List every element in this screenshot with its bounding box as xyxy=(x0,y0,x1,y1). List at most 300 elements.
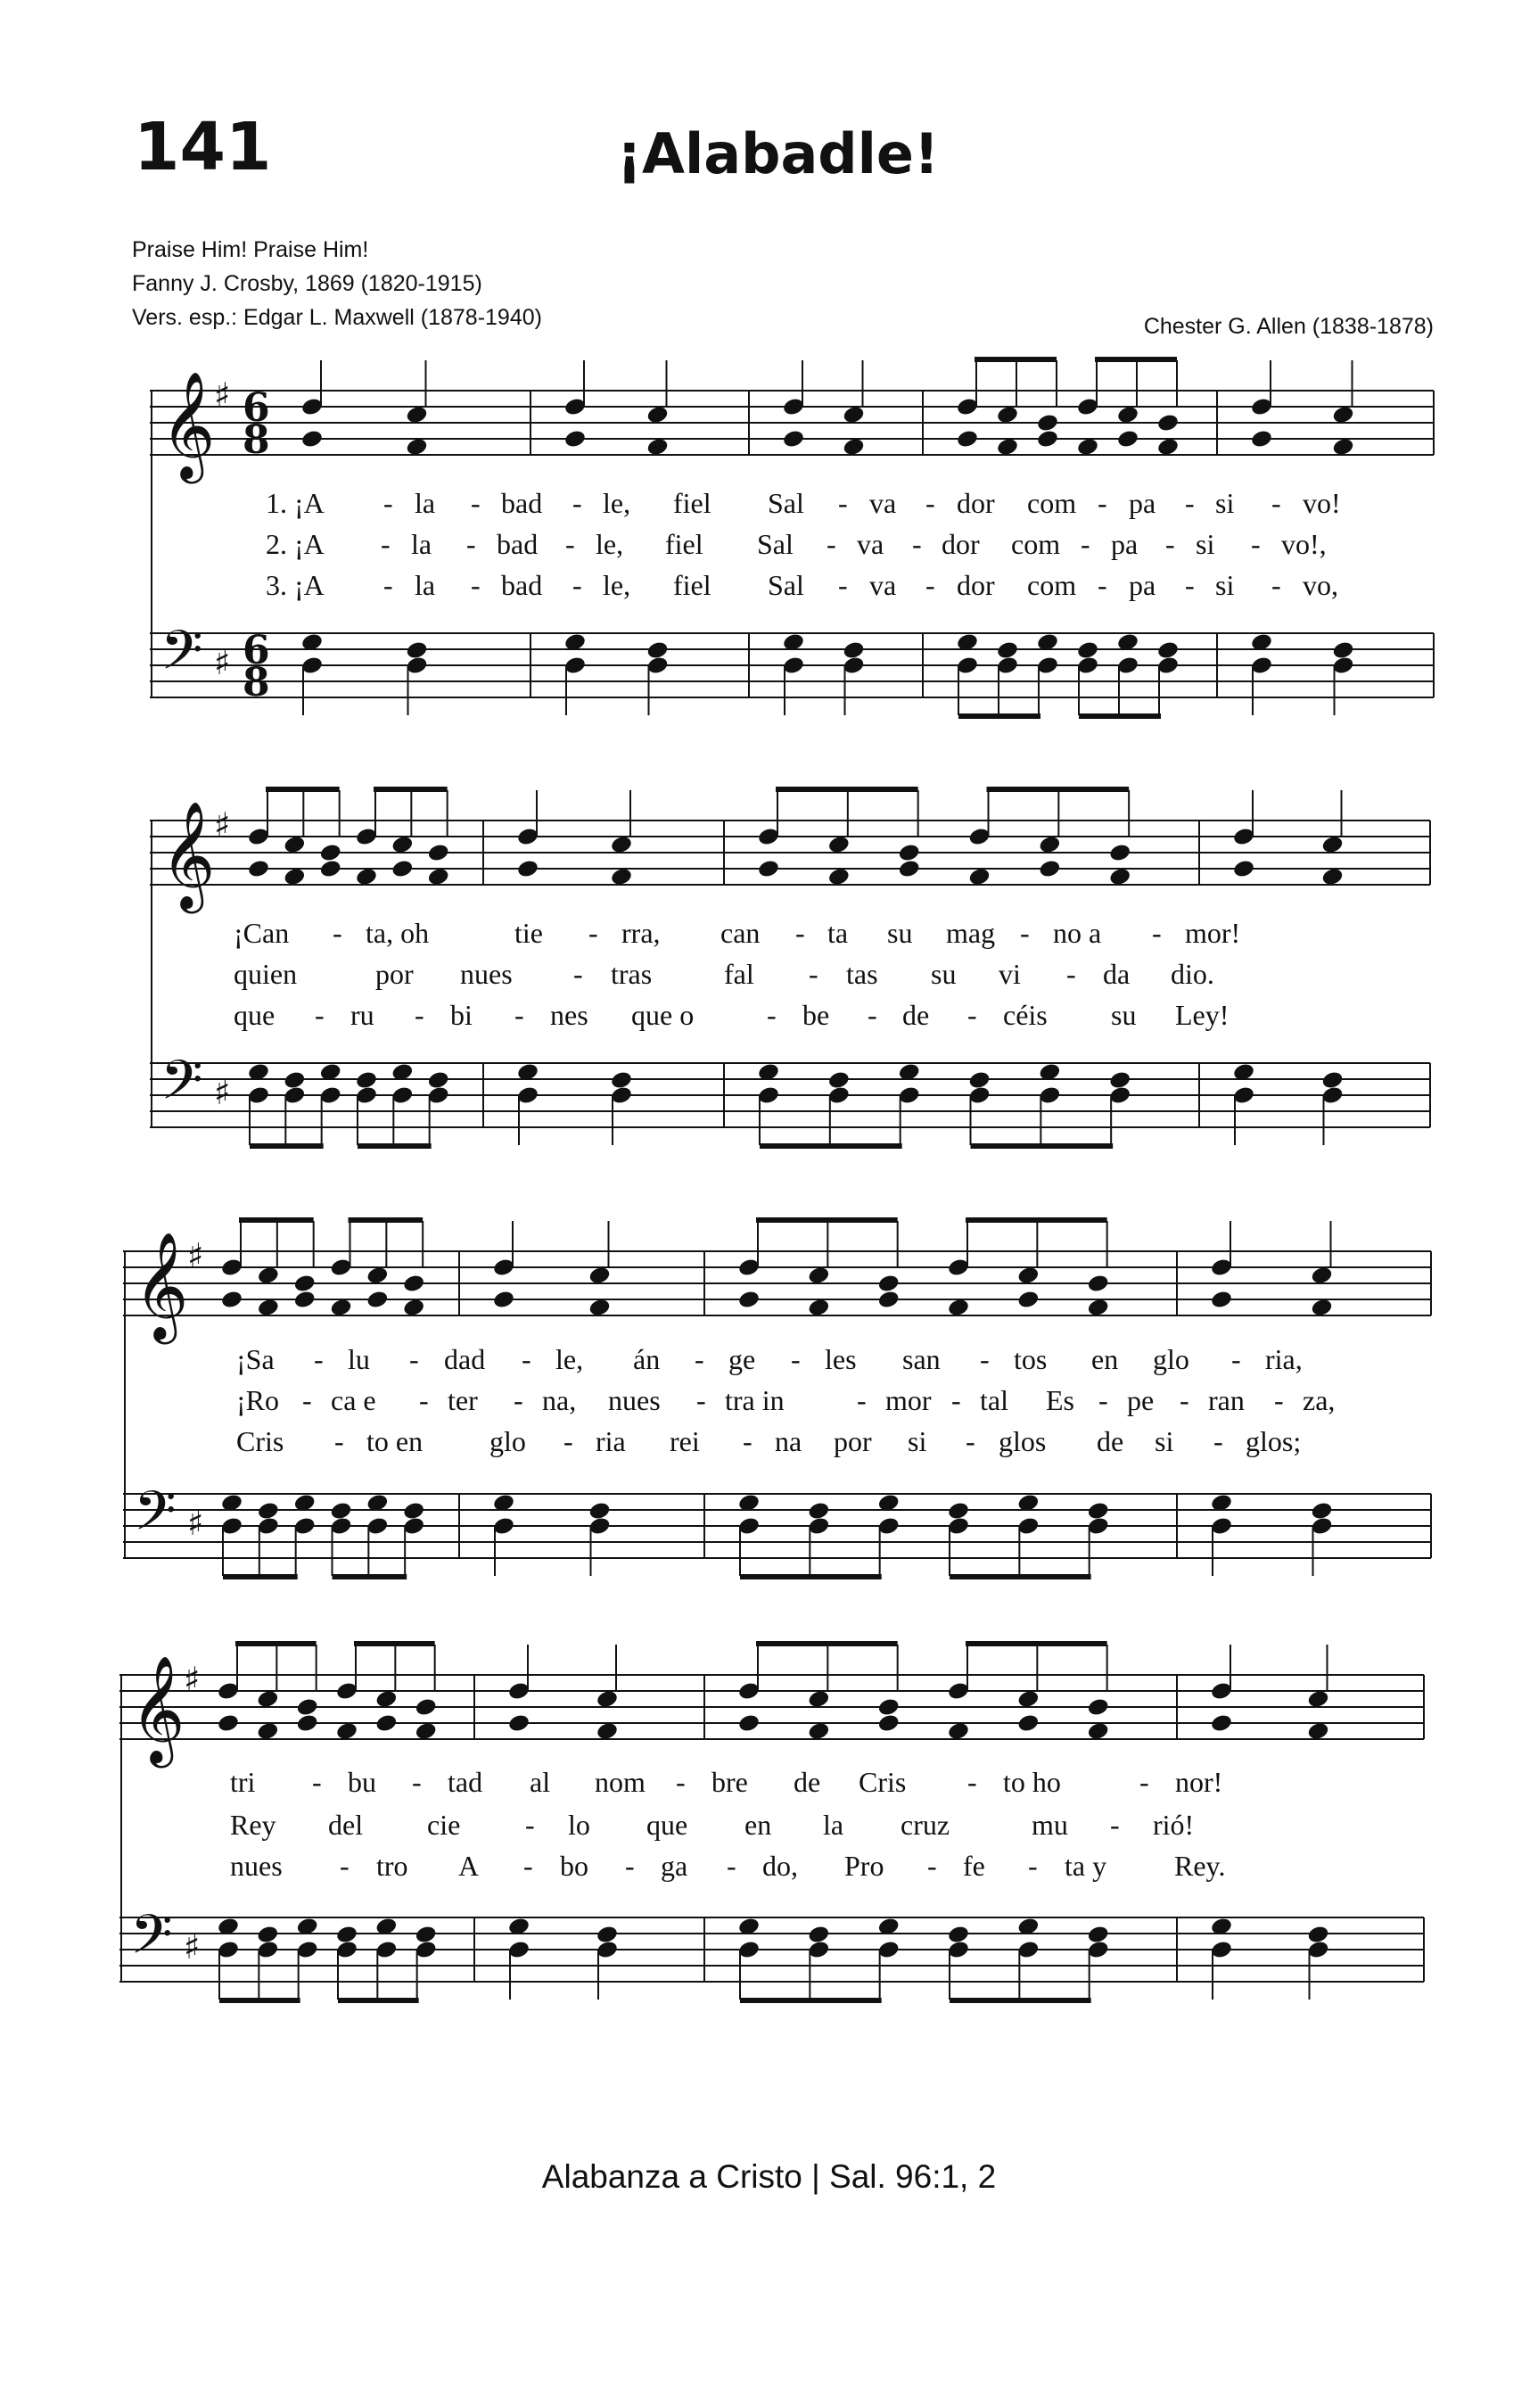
lyric-syllable: to ho xyxy=(1003,1766,1061,1798)
lyric-syllable: si xyxy=(908,1425,927,1457)
treble-clef-icon: 𝄞 xyxy=(160,800,216,909)
notehead xyxy=(492,1290,515,1310)
lyric-syllable: la xyxy=(415,569,436,601)
lyric-hyphen: - xyxy=(1251,528,1261,560)
notehead xyxy=(1087,1274,1110,1294)
lyric-syllable: ria xyxy=(596,1425,626,1457)
beam xyxy=(266,787,340,792)
notehead xyxy=(220,1290,243,1310)
lyric-syllable: bad xyxy=(501,569,543,601)
notehead xyxy=(898,843,921,863)
lyric-syllable: dor xyxy=(957,487,995,519)
notehead xyxy=(366,1266,389,1286)
notehead xyxy=(374,1713,398,1734)
lyric-syllable: vo! xyxy=(1303,487,1341,519)
notehead xyxy=(300,429,324,449)
lyric-hyphen: - xyxy=(1020,917,1030,949)
treble-staff xyxy=(150,370,1434,483)
notehead xyxy=(427,1070,450,1091)
lyric-hyphen: - xyxy=(727,1850,736,1882)
notehead xyxy=(1016,1290,1040,1310)
bass-clef-icon: 𝄢 xyxy=(134,1480,177,1556)
lyric-syllable: bre xyxy=(711,1766,748,1798)
lyric-hyphen: - xyxy=(315,999,325,1031)
beam xyxy=(958,713,1040,719)
notehead xyxy=(1016,1713,1040,1734)
lyric-hyphen: - xyxy=(966,1425,975,1457)
beam xyxy=(338,1998,419,2003)
lyric-syllable: san xyxy=(902,1343,941,1375)
treble-staff xyxy=(119,1654,1424,1768)
lyric-hyphen: - xyxy=(471,487,481,519)
notehead xyxy=(402,1274,425,1294)
lyric-syllable: vo!, xyxy=(1281,528,1327,560)
notehead xyxy=(807,1689,830,1710)
lyric-syllable: com xyxy=(1027,569,1077,601)
lyric-syllable: 2. ¡A xyxy=(266,528,325,560)
lyric-syllable: bi xyxy=(450,999,473,1031)
notehead xyxy=(827,867,851,887)
lyric-hyphen: - xyxy=(838,569,848,601)
lyric-hyphen: - xyxy=(925,569,935,601)
lyric-hyphen: - xyxy=(466,528,476,560)
lyric-syllable: fe xyxy=(963,1850,985,1882)
lyric-syllable: ta xyxy=(827,917,849,949)
notehead xyxy=(967,867,991,887)
beam xyxy=(966,1641,1107,1646)
lyric-syllable: Rey. xyxy=(1174,1850,1226,1882)
lyric-hyphen: - xyxy=(791,1343,801,1375)
lyric-syllable: de xyxy=(1097,1425,1124,1457)
notehead xyxy=(807,1721,830,1742)
lyric-syllable: Cris xyxy=(236,1425,284,1457)
notehead xyxy=(1076,640,1099,661)
sharp-key-signature-icon: ♯ xyxy=(214,805,231,845)
notehead xyxy=(391,859,414,879)
lyric-syllable: na xyxy=(775,1425,802,1457)
notehead xyxy=(1306,1925,1329,1945)
notehead xyxy=(1320,1070,1344,1091)
beam xyxy=(1079,713,1161,719)
bass-clef-icon: 𝄢 xyxy=(160,619,203,696)
notehead xyxy=(283,835,306,855)
notehead xyxy=(947,1925,970,1945)
lyric-syllable: rei xyxy=(670,1425,700,1457)
lyric-syllable: ran xyxy=(1208,1384,1245,1416)
lyric-hyphen: - xyxy=(1231,1343,1241,1375)
lyric-syllable: céis xyxy=(1003,999,1048,1031)
lyric-syllable: nues xyxy=(608,1384,661,1416)
lyric-syllable: bu xyxy=(348,1766,376,1798)
lyric-syllable: le, xyxy=(603,569,631,601)
lyric-syllable: tal xyxy=(980,1384,1008,1416)
notehead xyxy=(596,1721,619,1742)
lyric-syllable: que xyxy=(646,1809,688,1841)
notehead xyxy=(296,1697,319,1718)
notehead xyxy=(1087,1501,1110,1521)
lyric-hyphen: - xyxy=(676,1766,686,1798)
lyric-syllable: va xyxy=(857,528,884,560)
lyric-syllable: bo xyxy=(560,1850,588,1882)
notehead xyxy=(588,1266,611,1286)
notehead xyxy=(415,1925,438,1945)
lyric-syllable: ¡Can xyxy=(234,917,290,949)
lyric-syllable: 3. ¡A xyxy=(266,569,325,601)
beam xyxy=(740,1998,882,2003)
notehead xyxy=(329,1501,352,1521)
notehead xyxy=(737,1290,761,1310)
notehead xyxy=(1331,437,1354,458)
lyric-syllable: pe xyxy=(1127,1384,1155,1416)
notehead xyxy=(257,1298,280,1318)
lyric-syllable: bad xyxy=(497,528,539,560)
lyric-syllable: nes xyxy=(550,999,588,1031)
notehead xyxy=(1306,1689,1329,1710)
lyric-hyphen: - xyxy=(334,1425,344,1457)
lyric-hyphen: - xyxy=(572,569,582,601)
notehead xyxy=(293,1290,317,1310)
notehead xyxy=(842,437,865,458)
lyric-syllable: ria, xyxy=(1265,1343,1303,1375)
lyric-syllable: Es xyxy=(1046,1384,1074,1416)
lyric-syllable: to en xyxy=(366,1425,424,1457)
notehead xyxy=(1250,429,1273,449)
lyric-hyphen: - xyxy=(563,1425,573,1457)
treble-clef-icon: 𝄞 xyxy=(160,370,216,479)
lyric-syllable: dio. xyxy=(1171,958,1214,990)
lyric-syllable: rra, xyxy=(621,917,661,949)
system-2 xyxy=(150,787,1430,1149)
lyric-hyphen: - xyxy=(523,1850,533,1882)
lyric-syllable: le, xyxy=(596,528,624,560)
lyric-syllable: do, xyxy=(762,1850,798,1882)
lyric-syllable: en xyxy=(1091,1343,1119,1375)
lyric-syllable: si xyxy=(1215,487,1235,519)
lyric-syllable: nor! xyxy=(1175,1766,1223,1798)
lyric-hyphen: - xyxy=(767,999,777,1031)
beam xyxy=(1095,357,1177,362)
lyric-hyphen: - xyxy=(1271,569,1281,601)
lyric-hyphen: - xyxy=(312,1766,322,1798)
lyric-hyphen: - xyxy=(695,1343,704,1375)
lyric-syllable: ru xyxy=(350,999,374,1031)
notehead xyxy=(283,867,306,887)
lyric-hyphen: - xyxy=(588,917,598,949)
beam xyxy=(966,1217,1107,1223)
lyric-syllable: ¡Ro xyxy=(236,1384,279,1416)
notehead xyxy=(256,1925,279,1945)
lyric-hyphen: - xyxy=(514,1384,523,1416)
footer-reference: Alabanza a Cristo | Sal. 96:1, 2 xyxy=(541,2158,997,2195)
lyric-syllable: su xyxy=(887,917,913,949)
beam xyxy=(223,1574,298,1579)
lyric-syllable: le, xyxy=(603,487,631,519)
notehead xyxy=(415,1697,438,1718)
notehead xyxy=(1038,835,1061,855)
author-credit: Fanny J. Crosby, 1869 (1820-1915) xyxy=(132,271,482,296)
notehead xyxy=(405,437,428,458)
notehead xyxy=(256,1689,279,1710)
lyric-hyphen: - xyxy=(525,1809,535,1841)
lyric-hyphen: - xyxy=(809,958,818,990)
lyric-syllable: glo xyxy=(489,1425,526,1457)
lyric-hyphen: - xyxy=(409,1343,419,1375)
lyric-syllable: ca e xyxy=(331,1384,376,1416)
lyric-syllable: Pro xyxy=(844,1850,884,1882)
lyric-syllable: Sal xyxy=(768,487,804,519)
beam xyxy=(239,1217,314,1223)
treble-clef-icon: 𝄞 xyxy=(134,1231,189,1340)
lyric-syllable: nues xyxy=(230,1850,283,1882)
lyric-syllable: vi xyxy=(999,958,1021,990)
sharp-key-signature-icon: ♯ xyxy=(214,643,231,682)
lyric-syllable: nom xyxy=(595,1766,646,1798)
lyric-syllable: can xyxy=(720,917,761,949)
notehead xyxy=(402,1501,425,1521)
notehead xyxy=(947,1721,970,1742)
lyric-syllable: ge xyxy=(728,1343,756,1375)
lyric-hyphen: - xyxy=(381,528,391,560)
sharp-key-signature-icon: ♯ xyxy=(214,375,231,415)
notehead xyxy=(1016,1266,1040,1286)
lyric-syllable: rió! xyxy=(1153,1809,1195,1841)
sharp-key-signature-icon: ♯ xyxy=(184,1927,201,1967)
notehead xyxy=(335,1925,358,1945)
lyric-hyphen: - xyxy=(333,917,342,949)
lyric-hyphen: - xyxy=(1271,487,1281,519)
beam xyxy=(235,1641,317,1646)
beam xyxy=(219,1998,300,2003)
lyric-syllable: lu xyxy=(348,1343,370,1375)
treble-staff xyxy=(150,800,1430,913)
lyric-hyphen: - xyxy=(857,1384,867,1416)
notehead xyxy=(1232,859,1255,879)
lyric-hyphen: - xyxy=(415,999,424,1031)
treble-clef-icon: 𝄞 xyxy=(130,1654,185,1763)
lyric-hyphen: - xyxy=(980,1343,990,1375)
beam xyxy=(950,1574,1091,1579)
lyric-syllable: si xyxy=(1196,528,1215,560)
notehead xyxy=(355,1070,378,1091)
notehead xyxy=(1038,859,1061,879)
beam xyxy=(250,1143,324,1149)
lyric-syllable: vo, xyxy=(1303,569,1338,601)
bass-staff xyxy=(150,1049,1430,1127)
lyric-syllable: glos xyxy=(999,1425,1047,1457)
lyric-syllable: tri xyxy=(230,1766,256,1798)
notehead xyxy=(610,1070,633,1091)
lyric-hyphen: - xyxy=(1180,1384,1189,1416)
bass-clef-icon: 𝄢 xyxy=(160,1049,203,1126)
notehead xyxy=(596,1689,619,1710)
lyric-hyphen: - xyxy=(565,528,575,560)
hymn-number: 141 xyxy=(134,109,272,186)
translator-credit: Vers. esp.: Edgar L. Maxwell (1878-1940) xyxy=(132,305,542,330)
lyric-syllable: nues xyxy=(460,958,513,990)
lyric-syllable: tad xyxy=(448,1766,483,1798)
lyric-syllable: la xyxy=(415,487,436,519)
lyric-hyphen: - xyxy=(967,999,977,1031)
lyric-hyphen: - xyxy=(1152,917,1162,949)
notehead xyxy=(646,405,669,425)
notehead xyxy=(1310,1298,1333,1318)
notehead xyxy=(257,1501,280,1521)
lyric-hyphen: - xyxy=(340,1850,350,1882)
notehead xyxy=(737,1713,761,1734)
notehead xyxy=(1306,1721,1329,1742)
notehead xyxy=(366,1290,389,1310)
lyric-syllable: la xyxy=(411,528,432,560)
lyric-syllable: tra in xyxy=(725,1384,785,1416)
lyric-syllable: la xyxy=(823,1809,844,1841)
lyric-syllable: ¡Sa xyxy=(236,1343,275,1375)
notehead xyxy=(329,1298,352,1318)
lyric-syllable: pa xyxy=(1129,569,1156,601)
lyric-hyphen: - xyxy=(1274,1384,1284,1416)
lyric-syllable: no a xyxy=(1053,917,1102,949)
notehead xyxy=(283,1070,306,1091)
lyric-syllable: dad xyxy=(444,1343,486,1375)
lyric-syllable: que o xyxy=(631,999,695,1031)
beam xyxy=(950,1998,1091,2003)
notehead xyxy=(588,1501,611,1521)
notehead xyxy=(842,405,865,425)
lyric-syllable: quien xyxy=(234,958,298,990)
notehead xyxy=(1210,1290,1233,1310)
lyric-syllable: al xyxy=(530,1766,551,1798)
beam xyxy=(358,1143,432,1149)
notehead xyxy=(1087,1697,1110,1718)
beam xyxy=(349,1217,424,1223)
notehead xyxy=(807,1266,830,1286)
lyric-syllable: Rey xyxy=(230,1809,276,1841)
notehead xyxy=(807,1925,830,1945)
beam xyxy=(374,787,448,792)
lyric-syllable: ga xyxy=(661,1850,688,1882)
notehead xyxy=(319,843,342,863)
beam xyxy=(975,357,1057,362)
lyric-syllable: de xyxy=(902,999,930,1031)
lyric-syllable: del xyxy=(328,1809,364,1841)
lyric-syllable: pa xyxy=(1111,528,1139,560)
bass-staff xyxy=(119,1903,1424,1982)
lyric-syllable: su xyxy=(1111,999,1137,1031)
notehead xyxy=(842,640,865,661)
notehead xyxy=(1331,640,1354,661)
lyric-syllable: fiel xyxy=(673,569,711,601)
notehead xyxy=(996,437,1019,458)
time-signature-top: 6 xyxy=(243,385,270,431)
lyric-syllable: 1. ¡A xyxy=(266,487,325,519)
notehead xyxy=(1116,429,1139,449)
beam xyxy=(333,1574,407,1579)
notehead xyxy=(1036,413,1059,433)
lyric-syllable: ta, oh xyxy=(366,917,430,949)
lyric-syllable: tos xyxy=(1014,1343,1048,1375)
notehead xyxy=(427,867,450,887)
notehead xyxy=(1108,843,1131,863)
notehead xyxy=(391,835,414,855)
notehead xyxy=(257,1266,280,1286)
lyric-hyphen: - xyxy=(1081,528,1090,560)
lyric-syllable: za, xyxy=(1303,1384,1336,1416)
notehead xyxy=(1108,867,1131,887)
lyric-syllable: Cris xyxy=(859,1766,907,1798)
lyric-hyphen: - xyxy=(696,1384,706,1416)
notehead xyxy=(427,843,450,863)
lyric-syllable: dor xyxy=(942,528,980,560)
bass-staff xyxy=(123,1480,1431,1558)
notehead xyxy=(996,640,1019,661)
time-signature-bottom: 8 xyxy=(243,660,270,705)
lyric-syllable: Sal xyxy=(757,528,794,560)
notehead xyxy=(646,437,669,458)
beam xyxy=(756,1641,898,1646)
lyric-hyphen: - xyxy=(951,1384,961,1416)
lyric-syllable: que xyxy=(234,999,276,1031)
notehead xyxy=(1076,437,1099,458)
lyric-syllable: le, xyxy=(555,1343,584,1375)
lyric-syllable: glos; xyxy=(1246,1425,1302,1457)
notehead xyxy=(956,429,979,449)
lyric-syllable: en xyxy=(744,1809,772,1841)
lyric-syllable: cie xyxy=(427,1809,461,1841)
lyric-syllable: tras xyxy=(611,958,653,990)
notehead xyxy=(947,1501,970,1521)
beam xyxy=(971,1143,1114,1149)
lyric-syllable: mor xyxy=(885,1384,932,1416)
lyric-syllable: lo xyxy=(568,1809,590,1841)
notehead xyxy=(405,405,428,425)
notehead xyxy=(217,1713,240,1734)
lyric-syllable: be xyxy=(802,999,830,1031)
notehead xyxy=(405,640,428,661)
notehead xyxy=(1310,1501,1333,1521)
lyric-syllable: ter xyxy=(448,1384,478,1416)
notehead xyxy=(335,1721,358,1742)
lyric-syllable: da xyxy=(1103,958,1131,990)
notehead xyxy=(827,835,851,855)
lyric-hyphen: - xyxy=(868,999,877,1031)
lyric-hyphen: - xyxy=(912,528,922,560)
notehead xyxy=(807,1298,830,1318)
notehead xyxy=(877,1713,901,1734)
notehead xyxy=(247,859,270,879)
notehead xyxy=(1087,1298,1110,1318)
notehead xyxy=(947,1298,970,1318)
notehead xyxy=(610,867,633,887)
lyric-syllable: cruz xyxy=(901,1809,950,1841)
lyric-syllable: Ley! xyxy=(1175,999,1230,1031)
sharp-key-signature-icon: ♯ xyxy=(187,1236,204,1275)
lyric-hyphen: - xyxy=(1028,1850,1038,1882)
lyric-hyphen: - xyxy=(1213,1425,1223,1457)
lyric-syllable: Sal xyxy=(768,569,804,601)
notehead xyxy=(1320,835,1344,855)
notehead xyxy=(1108,1070,1131,1091)
lyric-hyphen: - xyxy=(625,1850,635,1882)
notehead xyxy=(757,859,780,879)
notehead xyxy=(293,1274,317,1294)
hymn-title: ¡Alabadle! xyxy=(616,121,940,186)
notehead xyxy=(877,1274,901,1294)
notehead xyxy=(1036,429,1059,449)
lyric-hyphen: - xyxy=(967,1766,977,1798)
lyric-syllable: mag xyxy=(946,917,996,949)
beam xyxy=(987,787,1130,792)
lyric-syllable: na, xyxy=(542,1384,577,1416)
notehead xyxy=(374,1689,398,1710)
